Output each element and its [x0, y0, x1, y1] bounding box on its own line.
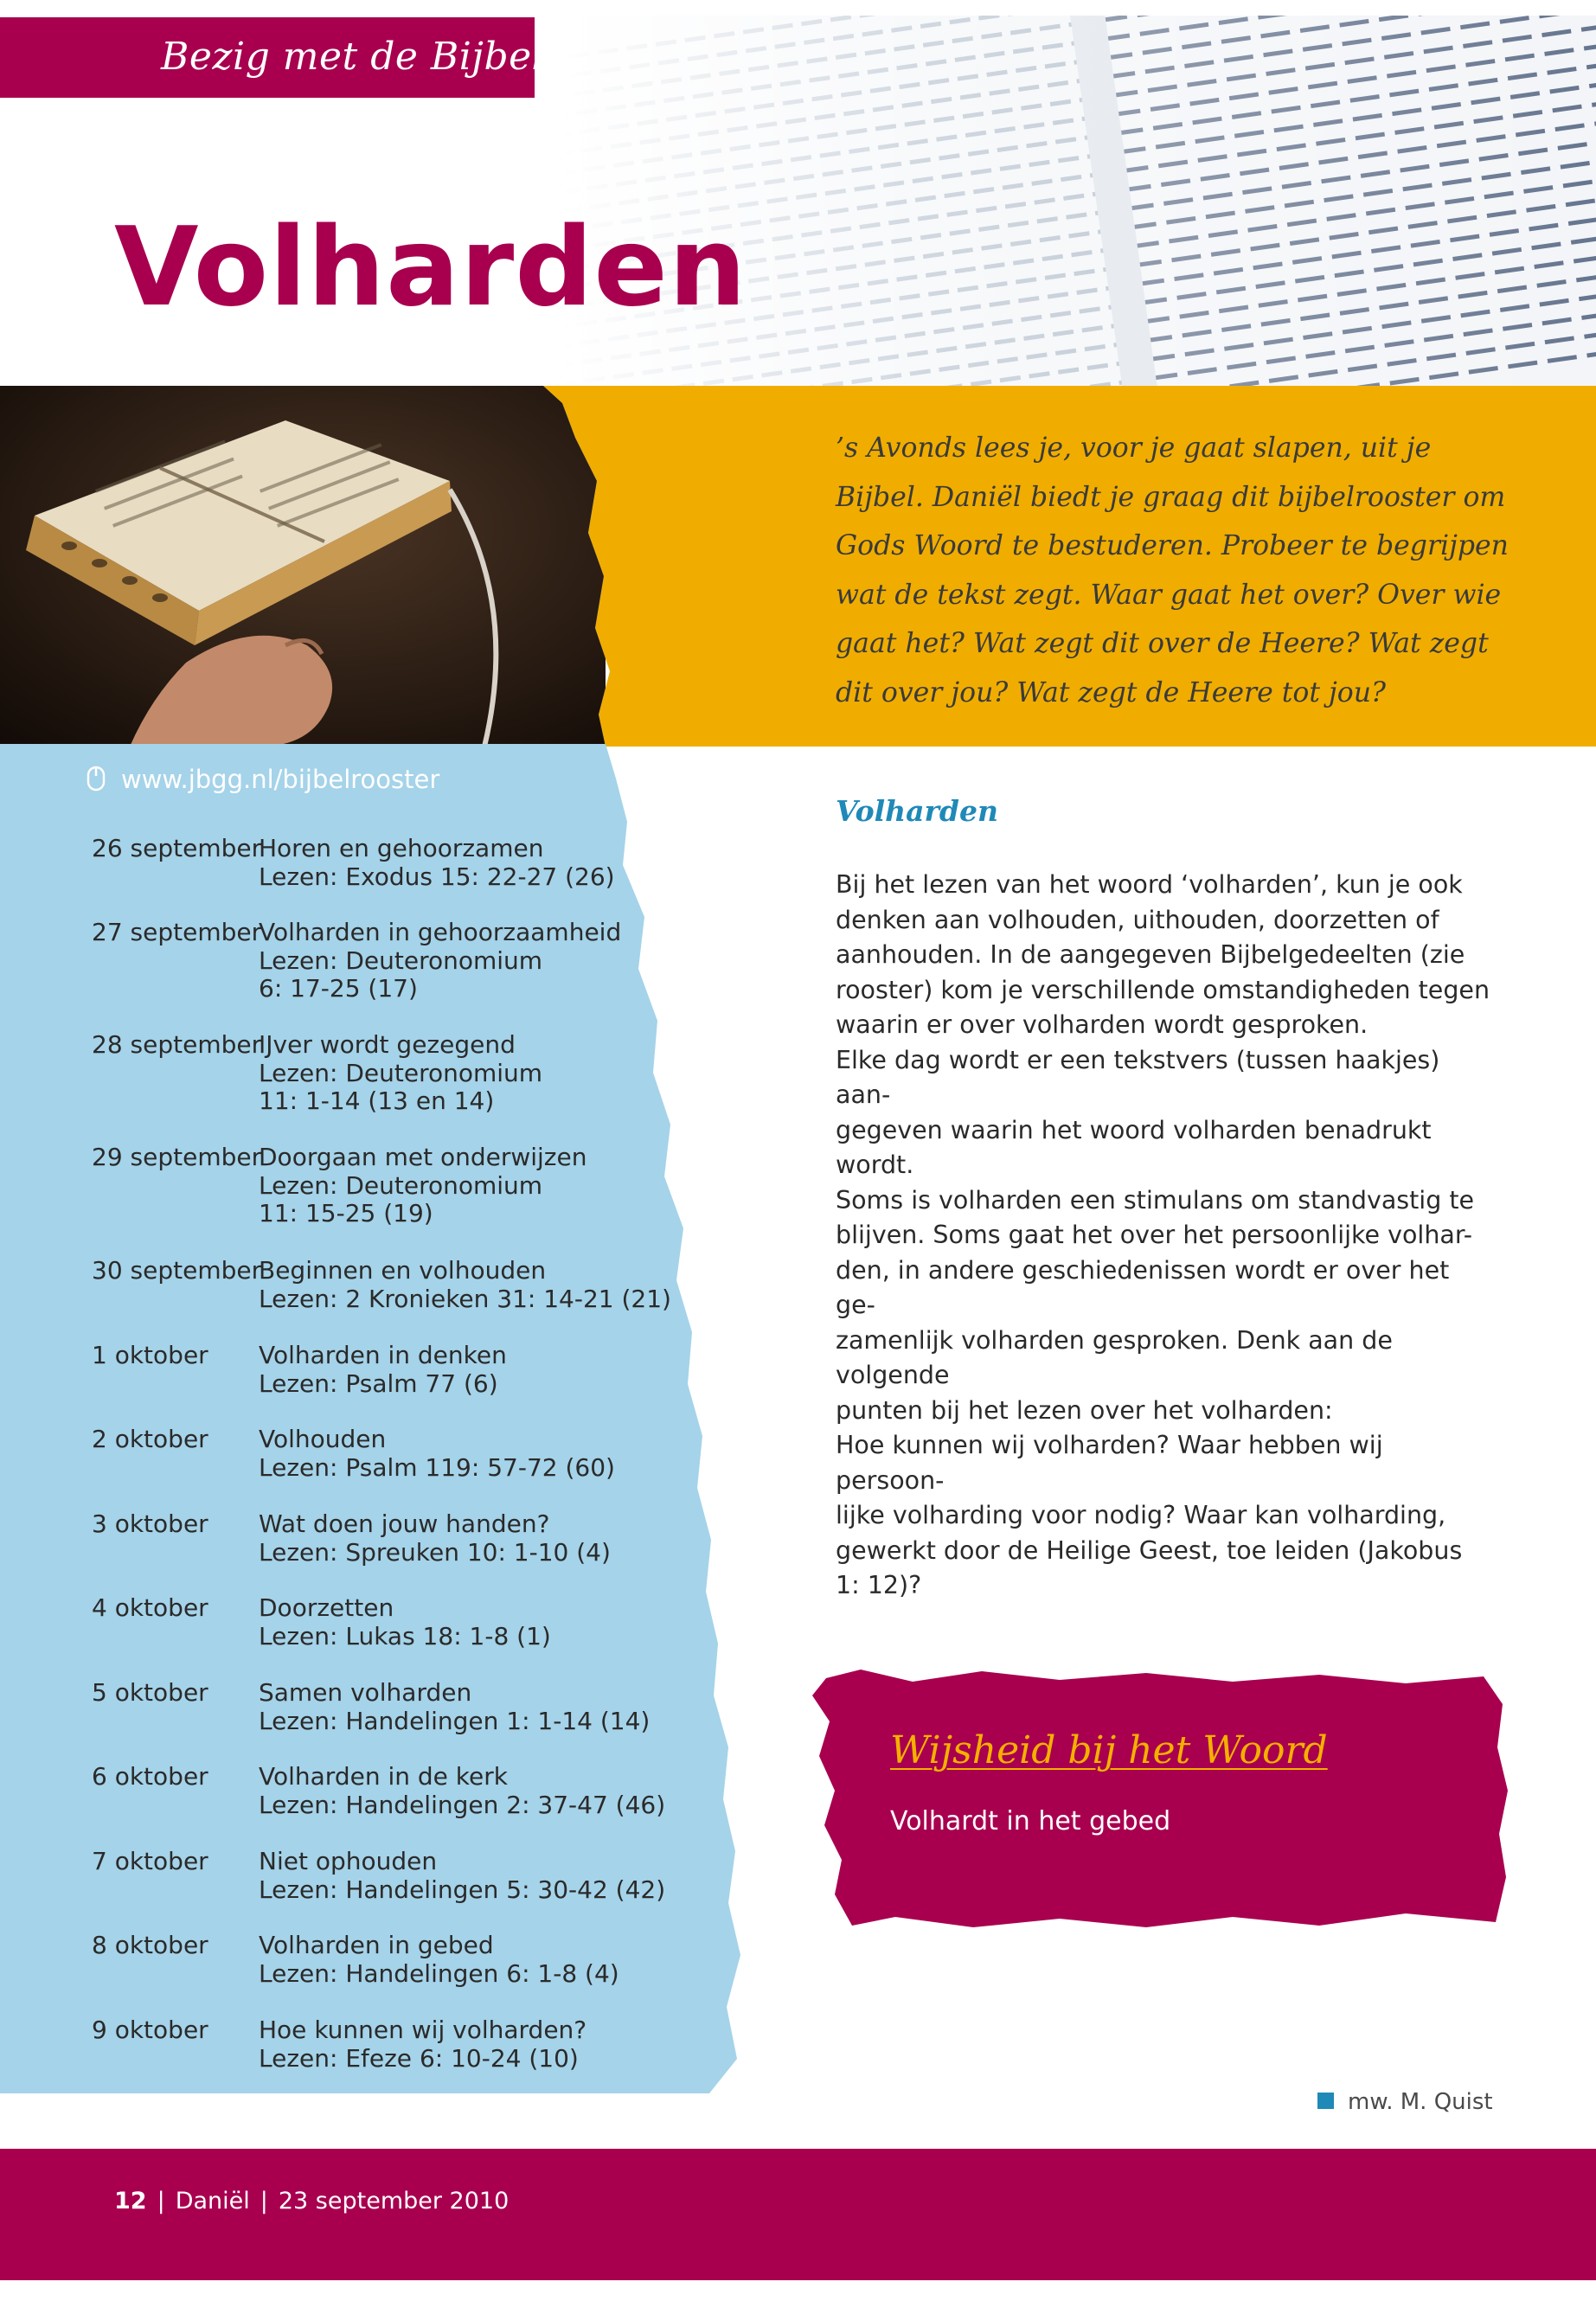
entry-reading: Lezen: Psalm 119: 57-72 (60): [259, 1452, 615, 1482]
entry-reading: Lezen: Deuteronomium: [259, 1170, 543, 1200]
entry-title: Volharden in denken: [259, 1341, 507, 1369]
page-title: Volharden: [114, 203, 747, 330]
entry-date: 7 oktober: [92, 1847, 208, 1875]
entry-title: Volharden in de kerk: [259, 1762, 508, 1791]
entry-reading: Lezen: Handelingen 5: 30-42 (42): [259, 1875, 666, 1904]
entry-reading: Lezen: Handelingen 1: 1-14 (14): [259, 1706, 651, 1735]
entry-date: 4 oktober: [92, 1593, 208, 1622]
issue-date: 23 september 2010: [278, 2188, 510, 2214]
article-body: [836, 868, 1493, 1604]
entry-title: Volhouden: [259, 1425, 387, 1453]
entry-title: Doorzetten: [259, 1593, 394, 1622]
entry-title: Volharden in gehoorzaamheid: [259, 918, 622, 946]
entry-date: 5 oktober: [92, 1678, 208, 1707]
entry-title: Niet ophouden: [259, 1847, 438, 1875]
entry-date: 28 september: [92, 1030, 262, 1059]
author-name: mw. M. Quist: [1348, 2089, 1493, 2115]
article-heading: Volharden: [836, 794, 998, 828]
article-line: denken aan volhouden, uithouden, doorzetten of: [836, 905, 1439, 934]
bible-in-hand-photo: [0, 386, 606, 747]
article-line: Elke dag wordt er een tekstvers (tussen haakjes) aan-: [836, 1045, 1440, 1109]
article-line: blijven. Soms gaat het over het persoonlijke volhar-: [836, 1221, 1473, 1249]
entry-reading: Lezen: Lukas 18: 1-8 (1): [259, 1621, 551, 1650]
article-line: aanhouden. In de aangegeven Bijbelgedeelten (zie: [836, 940, 1465, 969]
entry-title: IJver wordt gezegend: [259, 1030, 516, 1059]
entry-reading: 11: 15-25 (19): [259, 1199, 433, 1227]
entry-date: 29 september: [92, 1143, 262, 1171]
entry-date: 3 oktober: [92, 1509, 208, 1538]
article-line: 1: 12)?: [836, 1571, 922, 1599]
entry-reading: Lezen: Deuteronomium: [259, 945, 543, 975]
entry-title: Horen en gehoorzamen: [259, 834, 544, 862]
author-credit: [1317, 2089, 1493, 2115]
schedule-link-text: www.jbgg.nl/bijbelrooster: [121, 765, 440, 794]
footer-separator: |: [157, 2188, 165, 2214]
entry-reading: Lezen: Exodus 15: 22-27 (26): [259, 862, 615, 891]
entry-title: Hoe kunnen wij volharden?: [259, 2016, 587, 2044]
intro-text: ’s Avonds lees je, voor je gaat slapen, uit je Bijbel. Daniël biedt je graag dit bijbelrooster om Gods Woord te bestuderen. Probeer te begrijpen wat de tekst zegt. Waar gaat het over? Over wie gaat het? Wat zegt dit over de Heere? Wat zegt dit over jou? Wat zegt de Heere tot jou?: [836, 433, 1509, 708]
entry-reading: Lezen: Efeze 6: 10-24 (10): [259, 2043, 579, 2073]
magazine-name: Daniël: [175, 2188, 250, 2214]
mouse-icon: [87, 766, 106, 792]
wisdom-title: Wijsheid bij het Woord: [890, 1728, 1328, 1772]
open-bible-background-image: [562, 16, 1596, 388]
entry-date: 6 oktober: [92, 1762, 208, 1791]
article-line: Bij het lezen van het woord ‘volharden’, kun je ook: [836, 870, 1463, 899]
entry-title: Volharden in gebed: [259, 1931, 494, 1959]
article-line: Soms is volharden een stimulans om standvastig te: [836, 1185, 1475, 1215]
article-line: lijke volharding voor nodig? Waar kan volharding,: [836, 1501, 1446, 1529]
entry-reading: 6: 17-25 (17): [259, 974, 418, 1003]
entry-reading: Lezen: Spreuken 10: 1-10 (4): [259, 1537, 611, 1567]
square-bullet-icon: [1317, 2093, 1334, 2109]
article-line: zamenlijk volharden gesproken. Denk aan de volgende: [836, 1325, 1393, 1389]
entry-date: 1 oktober: [92, 1341, 208, 1369]
entry-date: 2 oktober: [92, 1425, 208, 1453]
entry-reading: Lezen: Handelingen 2: 37-47 (46): [259, 1790, 666, 1819]
schedule-link[interactable]: [87, 765, 439, 794]
page-footer: [0, 2149, 1596, 2280]
section-label: Bezig met de Bijbel: [161, 35, 545, 79]
entry-title: Doorgaan met onderwijzen: [259, 1143, 587, 1171]
article-line: rooster) kom je verschillende omstandigheden tegen: [836, 975, 1490, 1004]
entry-reading: Lezen: 2 Kronieken 31: 14-21 (21): [259, 1284, 671, 1313]
wisdom-subtitle: Volhardt in het gebed: [890, 1806, 1171, 1836]
entry-title: Beginnen en volhouden: [259, 1256, 547, 1285]
article-line: Hoe kunnen wij volharden? Waar hebben wij persoon-: [836, 1431, 1383, 1495]
article-line: gegeven waarin het woord volharden benadrukt wordt.: [836, 1115, 1432, 1179]
entry-title: Wat doen jouw handen?: [259, 1509, 550, 1538]
wisdom-box: [800, 1670, 1509, 1929]
article-line: punten bij het lezen over het volharden:: [836, 1395, 1333, 1425]
entry-date: 30 september: [92, 1256, 262, 1285]
entry-reading: Lezen: Handelingen 6: 1-8 (4): [259, 1958, 619, 1988]
footer-separator: |: [260, 2188, 268, 2214]
entry-reading: 11: 1-14 (13 en 14): [259, 1086, 495, 1115]
footer-text: [114, 2188, 509, 2214]
entry-date: 8 oktober: [92, 1931, 208, 1959]
entry-date: 27 september: [92, 918, 262, 946]
entry-title: Samen volharden: [259, 1678, 472, 1707]
article-line: den, in andere geschiedenissen wordt er over het ge-: [836, 1255, 1450, 1319]
entry-date: 9 oktober: [92, 2016, 208, 2044]
entry-reading: Lezen: Psalm 77 (6): [259, 1368, 498, 1398]
article-line: waarin er over volharden wordt gesproken.: [836, 1010, 1368, 1039]
article-line: gewerkt door de Heilige Geest, toe leiden (Jakobus: [836, 1535, 1463, 1565]
entry-date: 26 september: [92, 834, 262, 862]
page-number: 12: [114, 2188, 147, 2214]
entry-reading: Lezen: Deuteronomium: [259, 1058, 543, 1087]
section-tag: [0, 17, 545, 98]
